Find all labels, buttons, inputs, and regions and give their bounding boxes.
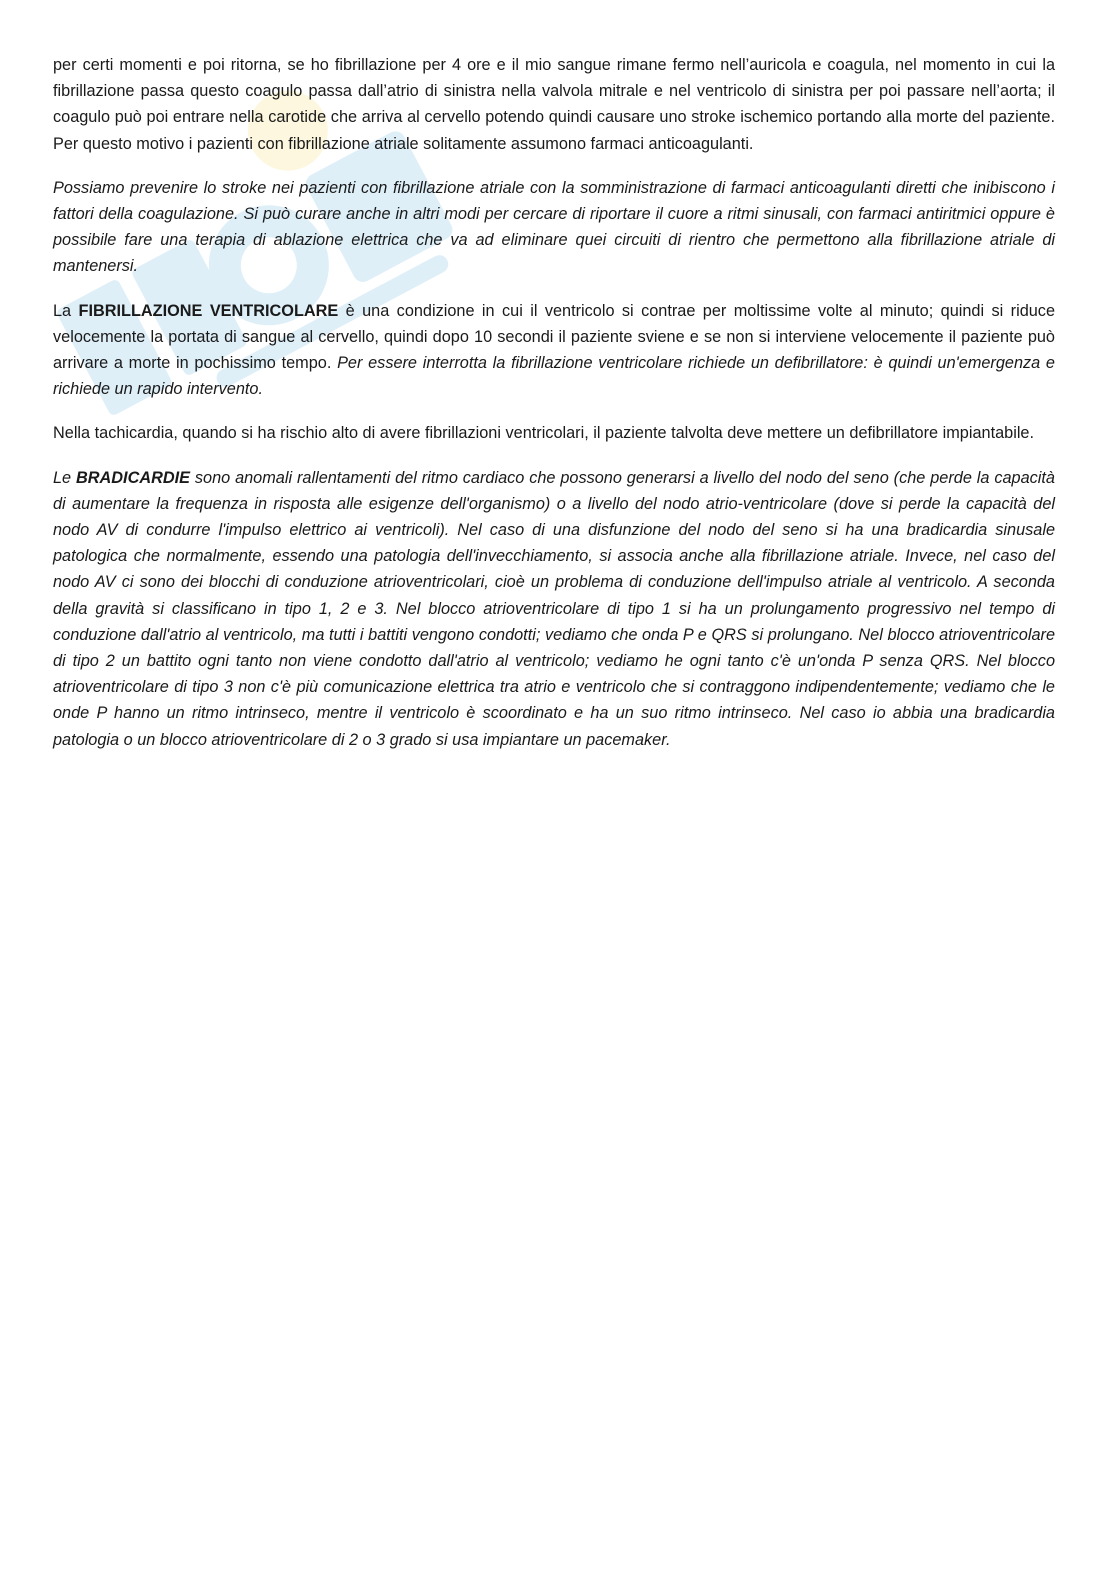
paragraph-bradycardia [53,465,1055,753]
vf-body: è una condizione in cui il ventricolo si contrae per moltissime volte al minuto; quindi si riduce velocemente la portata di sangue al cervello, quindi dopo 10 secondi il paziente sviene e se non si interviene velocemente il paziente può arrivare a morte in pochissimo tempo. [53,301,1055,373]
paragraph-stroke-risk: per certi momenti e poi ritorna, se ho fibrillazione per 4 ore e il mio sangue rimane fermo nell’auricola e coagula, nel momento in cui la fibrillazione passa questo coagulo passa dall’atrio di sinistra nella valvola mitrale e nel ventricolo di sinistra per poi passare nell’aorta; il coagulo può poi entrare nella carotide che arriva al cervello potendo quindi causare uno stroke ischemico portando alla morte del paziente. Per questo motivo i pazienti con fibrillazione atriale solitamente assumono farmaci anticoagulanti. [53,56,1055,153]
brady-body: sono anomali rallentamenti del ritmo cardiaco che possono generarsi a livello del nodo del seno (che perde la capacità di aumentare la frequenza in risposta alle esigenze dell'organismo) o a livello del nodo atrio-ventricolare (dove si perde la capacità del nodo AV di condurre l'impulso elettrico ai ventricoli). Nel caso di una disfunzione del nodo del seno si ha una bradicardia sinusale patologica che normalmente, essendo una patologia dell'invecchiamento, si associa anche alla fibrillazione atriale. Invece, nel caso del nodo AV ci sono dei blocchi di conduzione atrioventricolari, cioè un problema di conduzione dell'impulso atriale al ventricolo. A seconda della gravità si classificano in tipo 1, 2 e 3. Nel blocco atrioventricolare di tipo 1 si ha un prolungamento progressivo nel tempo di conduzione dall'atrio al ventricolo, ma tutti i battiti vengono condotti; vediamo che onda P e QRS si prolungano. Nel blocco atrioventricolare di tipo 2 un battito ogni tanto non viene condotto dall'atrio al ventricolo; vediamo he ogni tanto c'è un'onda P senza QRS. Nel blocco atrioventricolare di tipo 3 non c'è più comunicazione elettrica tra atrio e ventricolo che si contraggono indipendentemente; vediamo che le onde P hanno un ritmo intrinseco, mentre il ventricolo è scoordinato e ha un suo ritmo intrinseco. Nel caso io abbia una bradicardia patologia o un blocco atrioventricolare di 2 o 3 grado si usa impiantare un pacemaker. [53,468,1055,749]
vf-italic-note: Per essere interrotta la fibrillazione ventricolare richiede un defibrillatore: è quindi un'emergenza e richiede un rapido intervento. [53,354,1055,399]
paragraph-ventricular-fibrillation [53,298,1055,403]
brady-prefix: Le [53,468,77,487]
document-page [53,52,1055,771]
paragraph-tachycardia: Nella tachicardia, quando si ha rischio alto di avere fibrillazioni ventricolari, il paziente talvolta deve mettere un defibrillatore impiantabile. [53,424,1035,443]
vf-prefix: La [53,301,79,320]
paragraph-stroke-prevention: Possiamo prevenire lo stroke nei pazienti con fibrillazione atriale con la somministrazione di farmaci anticoagulanti diretti che inibiscono i fattori della coagulazione. Si può curare anche in altri modi per cercare di riportare il cuore a ritmi sinusali, con farmaci antiritmici oppure è possibile fare una terapia di ablazione elettrica che va ad eliminare quei circuiti di rientro che permettono alla fibrillazione atriale di mantenersi. [53,178,1055,276]
brady-heading: BRADICARDIE [76,468,190,487]
vf-heading: FIBRILLAZIONE VENTRICOLARE [78,301,339,320]
